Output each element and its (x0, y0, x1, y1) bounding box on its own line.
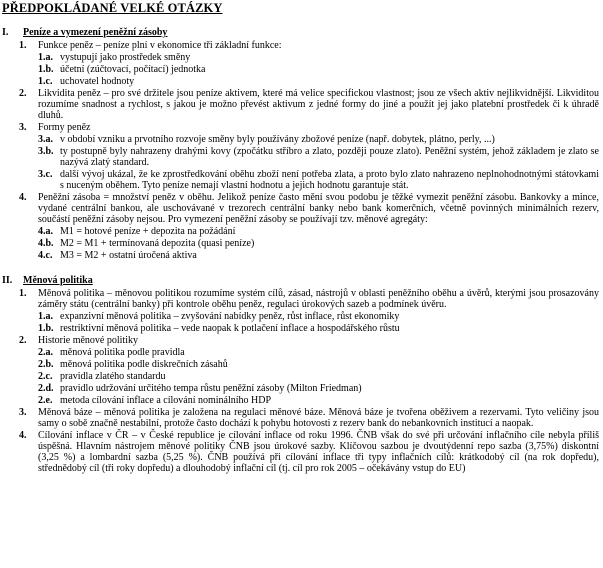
section-heading (2, 27, 599, 38)
sub-item-number: 4.b. (38, 238, 54, 249)
section (2, 27, 599, 261)
sub-item-text: ty postupně byly nahrazeny drahými kovy (zpočátku stříbro a zlato, později pouze zlato). Peněžní systém, jehož základem je zlato se nazývá zlatý standard. (60, 146, 599, 168)
sub-item-number: 2.a. (38, 347, 53, 358)
list-item (2, 122, 599, 133)
list-item (2, 335, 599, 346)
sub-item-text: M1 = hotové peníze + depozita na požádání (60, 226, 236, 237)
sub-item-number: 1.a. (38, 52, 53, 63)
sub-item-text: vystupují jako prostředek směny (60, 52, 191, 63)
sub-item (2, 134, 599, 145)
item-text: Peněžní zásoba = množství peněz v oběhu. Jelikož peníze často mění svou podobu je těžké vymezit peněžní zásobu. Bankovky a mince, vydané centrální bankou, ale uschovávané v trezorech centrální banky nebo bank komerčních, včetně povinných minimálních rezerv, součástí peněžní zásoby nejsou. Pro vymezení peněžní zásoby se používají tzv. měnové agregáty: (38, 192, 599, 225)
sub-item-number: 2.b. (38, 359, 54, 370)
sub-item-text: měnová politika podle diskrečních zásahů (60, 359, 228, 370)
item-text: Likvidita peněz – pro své držitele jsou peníze aktivem, které má velice specifickou vlastnost; jsou ze všech aktiv nejlikvidnější. Likviditou rozumíme snadnost a rychlost, s jakou je možno převést aktivum z jedné formy do jiné a použít jej jako platební prostředek či k úhradě dluhů. (38, 88, 599, 121)
sub-item (2, 359, 599, 370)
item-text: Formy peněz (38, 122, 91, 133)
section-title: Peníze a vymezení peněžní zásoby (23, 27, 168, 38)
sub-item-number: 3.a. (38, 134, 53, 145)
list-item (2, 288, 599, 310)
item-text: Historie měnové politiky (38, 335, 138, 346)
sub-item-text: pravidlo udržování určitého tempa růstu peněžní zásoby (Milton Friedman) (60, 383, 362, 394)
section-title: Měnová politika (23, 275, 93, 286)
list-item (2, 40, 599, 51)
item-number: 3. (19, 407, 27, 418)
page-title: PŘEDPOKLÁDANÉ VELKÉ OTÁZKY (2, 1, 223, 15)
sub-item-number: 1.c. (38, 76, 53, 87)
item-number: 1. (19, 40, 27, 51)
list-item (2, 88, 599, 121)
sub-item-text: M2 = M1 + termínovaná depozita (quasi peníze) (60, 238, 255, 249)
section-number: II. (2, 275, 13, 286)
sub-item (2, 371, 599, 382)
item-number: 2. (19, 335, 27, 346)
item-number: 4. (19, 192, 27, 203)
item-number: 4. (19, 430, 27, 441)
sub-item (2, 395, 599, 406)
sub-item-number: 2.e. (38, 395, 53, 406)
sub-item-text: expanzivní měnová politika – zvyšování nabídky peněz, růst inflace, růst ekonomiky (60, 311, 400, 322)
sub-item (2, 238, 599, 249)
section-heading (2, 275, 599, 286)
sub-item (2, 347, 599, 358)
list-item (2, 430, 599, 474)
sub-item (2, 311, 599, 322)
sub-item-text: měnová politika podle pravidla (60, 347, 185, 358)
item-number: 1. (19, 288, 27, 299)
sub-item-number: 1.b. (38, 64, 54, 75)
sections-container (2, 27, 599, 474)
sub-item-number: 1.a. (38, 311, 53, 322)
sub-item-number: 3.c. (38, 169, 53, 180)
sub-item (2, 169, 599, 191)
sub-item (2, 52, 599, 63)
item-text: Měnová politika – měnovou politikou rozumíme systém cílů, zásad, nástrojů v oblasti peněžního oběhu a úvěrů, kterými jsou prosazovány záměry státu (centrální banky) při kontrole oběhu peněz, regulaci úrokových sazeb a podmínek úvěru. (38, 288, 599, 310)
sub-item-text: další vývoj ukázal, že ke zprostředkování oběhu zboží není potřeba zlata, a proto bylo zlato nahrazeno neplnohodnotnými státovkami s nuceným oběhem. Tyto peníze nemají vlastní hodnotu a jejich hodnotu garantuje stát. (60, 169, 599, 191)
item-number: 2. (19, 88, 27, 99)
sub-item-text: v období vzniku a prvotního rozvoje směny byly používány zbožové peníze (např. dobytek, plátno, perly, ...) (60, 134, 495, 145)
sub-item (2, 250, 599, 261)
sub-item-number: 1.b. (38, 323, 54, 334)
sub-item-number: 2.c. (38, 371, 53, 382)
item-text: Cílování inflace v ČR – v České republice je cílování inflace od roku 1996. ČNB však do své při určování inflačního cíle nebyla příliš úspěšná. Hlavním nástrojem měnové politiky ČNB jsou úrokové sazby. Klíčovou sazbou je dvoutýdenní repo sazba (3,75%) diskontní (3,25 %) a lombardní sazba (5,25 %). ČNB používá při cílování inflace tři typy inflačních cílů: krátkodobý cíl (na rok dopředu), střednědobý cíl (tři roky dopředu) a dlouhodobý inflační cíl (tj. cíl pro rok 2005 – očekávány vstup do EU) (38, 430, 599, 474)
section-spacer (2, 262, 599, 275)
section-number: I. (2, 27, 9, 38)
sub-item (2, 226, 599, 237)
sub-item-text: pravidla zlatého standardu (60, 371, 166, 382)
sub-item (2, 323, 599, 334)
sub-item (2, 383, 599, 394)
sub-item-text: restriktivní měnová politika – vede naopak k potlačení inflace a hospodářského růstu (60, 323, 400, 334)
sub-item-text: M3 = M2 + ostatní úročená aktiva (60, 250, 197, 261)
item-number: 3. (19, 122, 27, 133)
item-text: Funkce peněz – peníze plní v ekonomice tři základní funkce: (38, 40, 282, 51)
list-item (2, 407, 599, 429)
sub-item (2, 146, 599, 168)
sub-item (2, 64, 599, 75)
sub-item-text: účetní (zúčtovací, počítací) jednotka (60, 64, 206, 75)
sub-item-text: metoda cílování inflace a cílování nominálního HDP (60, 395, 272, 406)
sub-item (2, 76, 599, 87)
sub-item-text: uchovatel hodnoty (60, 76, 135, 87)
section (2, 275, 599, 474)
list-item (2, 192, 599, 225)
sub-item-number: 3.b. (38, 146, 54, 157)
sub-item-number: 4.c. (38, 250, 53, 261)
sub-item-number: 2.d. (38, 383, 54, 394)
item-text: Měnová báze – měnová politika je založena na regulaci měnové báze. Měnová báze je tvořena oběživem a rezervami. Tyto veličiny jsou samy o sobě značně nestabilní, protože často dochází k pohybu hotovosti z rezerv bank do nebankovních institucí a naopak. (38, 407, 599, 429)
sub-item-number: 4.a. (38, 226, 53, 237)
